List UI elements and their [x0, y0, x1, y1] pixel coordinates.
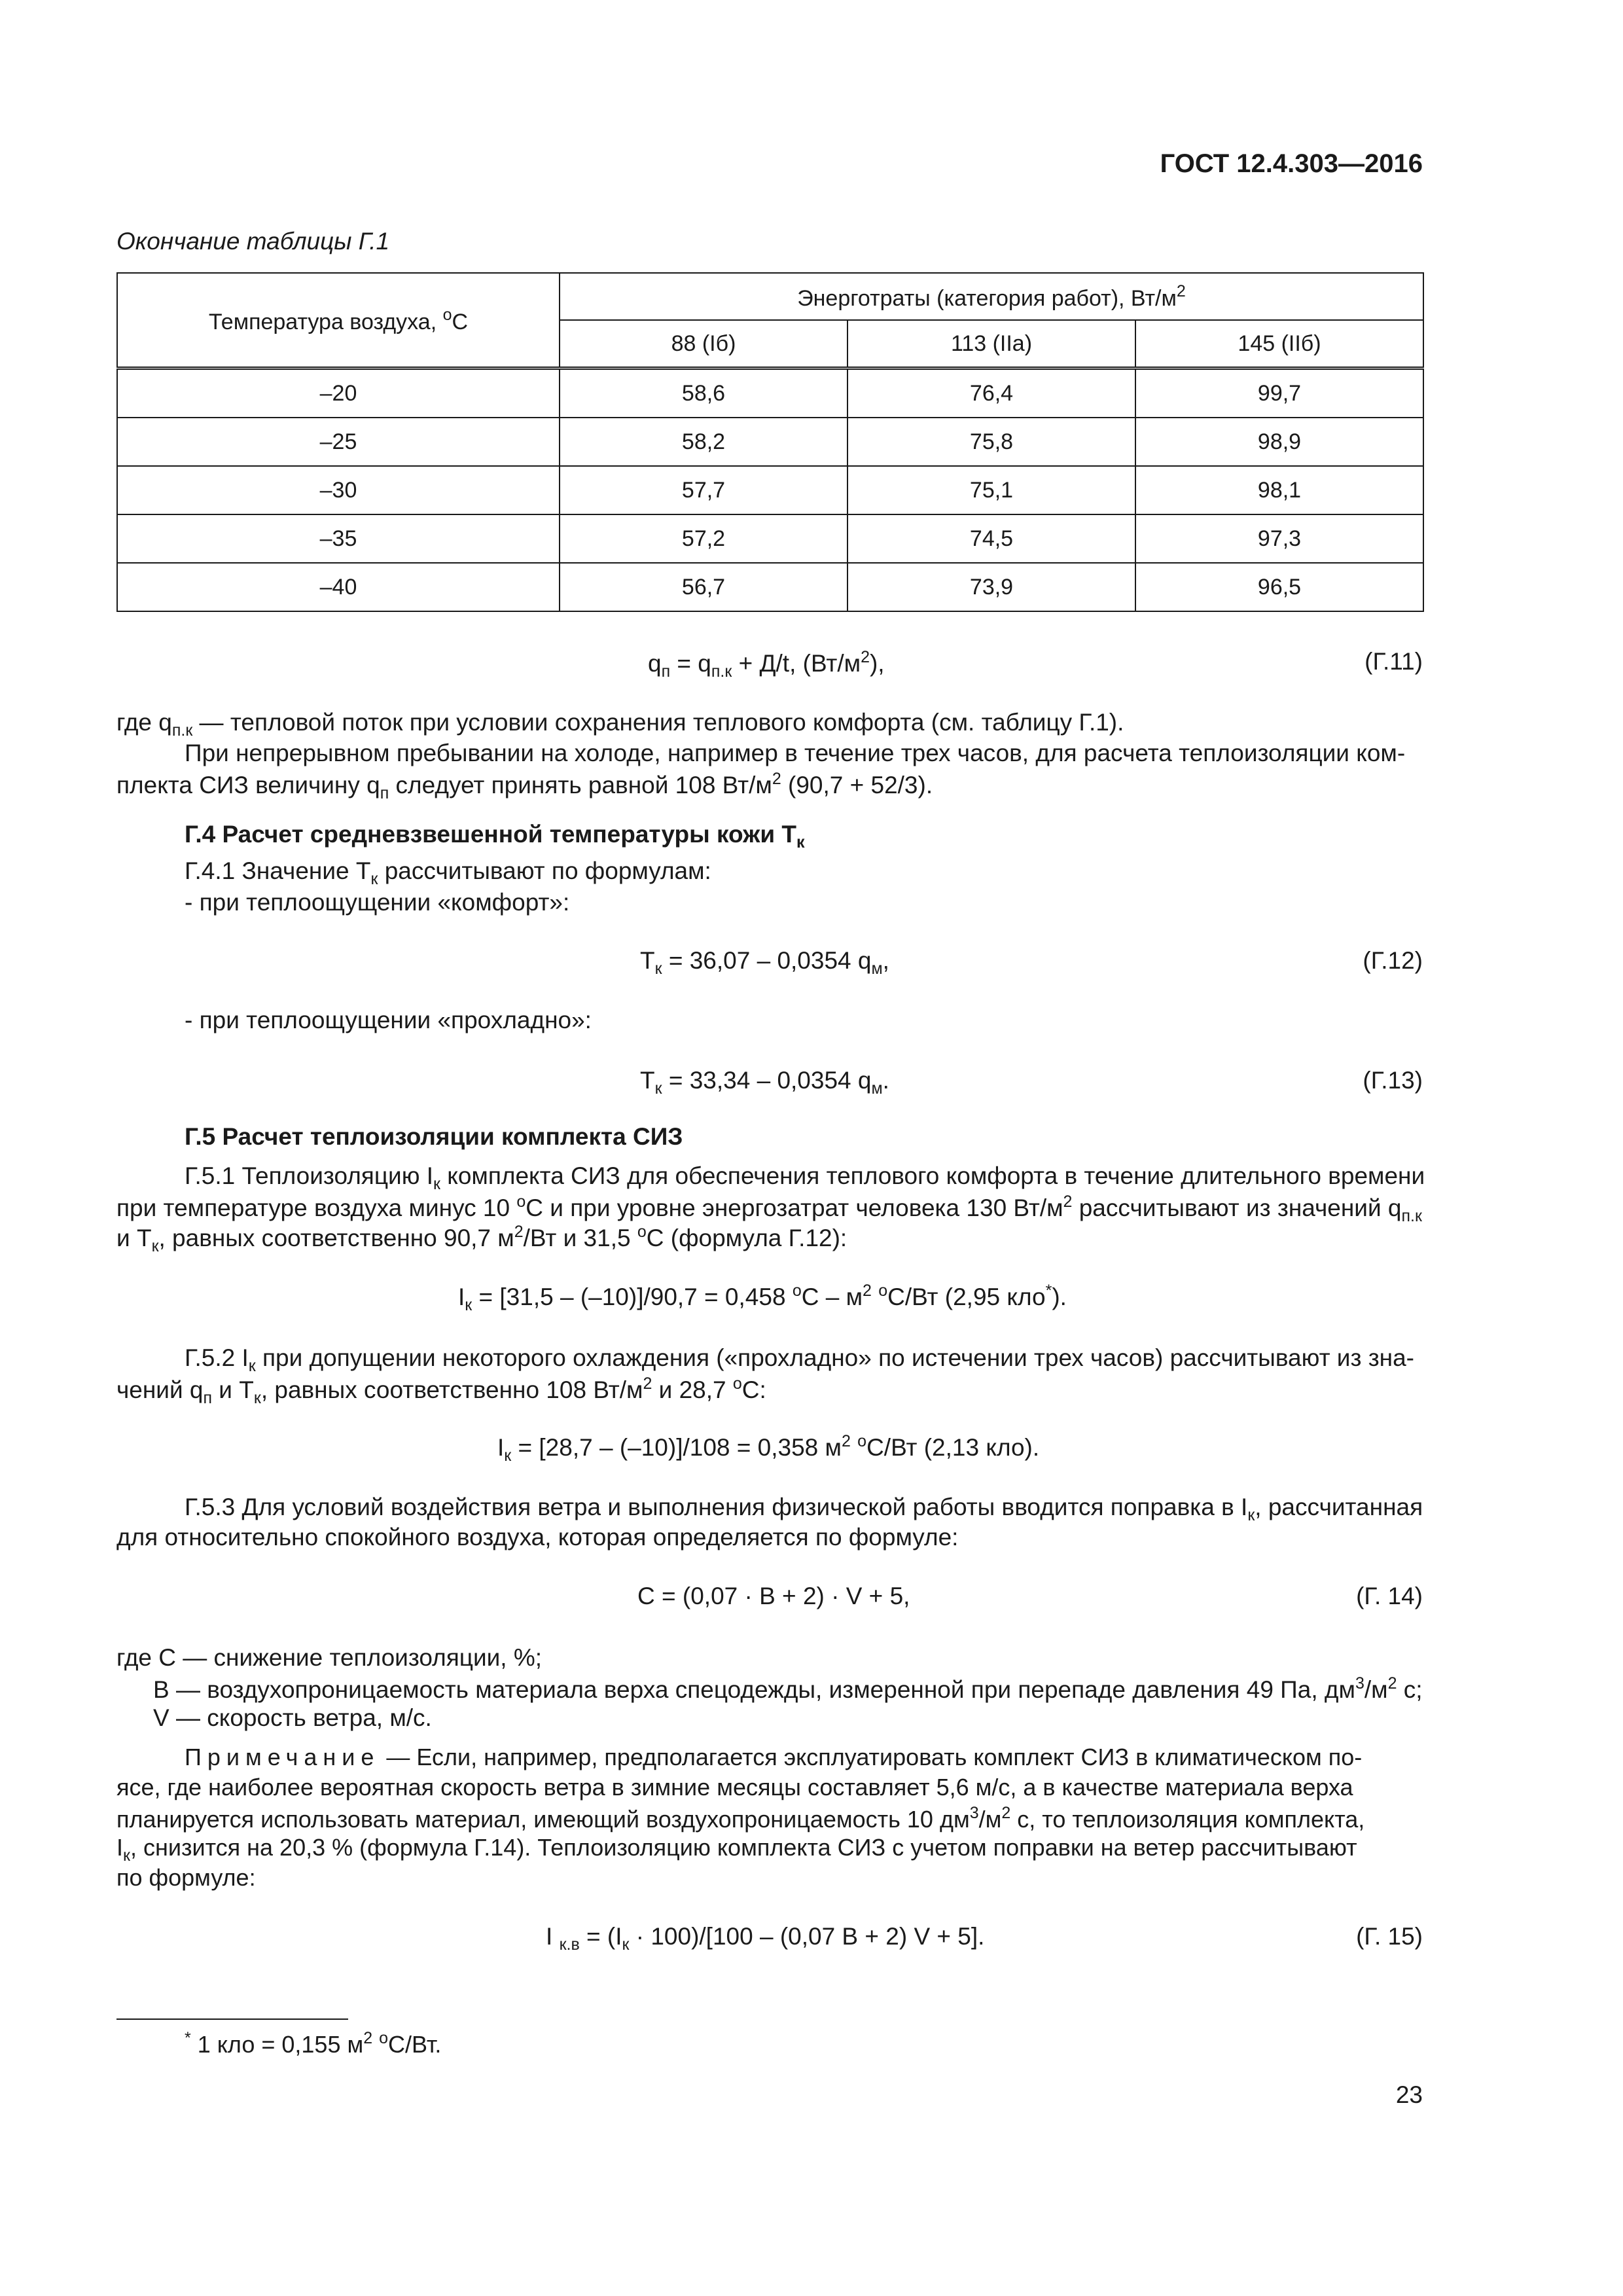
note-line1: Примечание — Если, например, предполагается эксплуатировать комплект СИЗ в климатическом по- [185, 1744, 1363, 1770]
formula-number-g13: (Г.13) [1363, 1067, 1423, 1094]
temperature-energy-table [116, 272, 1424, 612]
subheader-113: 113 (IIа) [847, 320, 1135, 368]
formula-number-g12: (Г.12) [1363, 947, 1423, 974]
g53-line1: Г.5.3 Для условий воздействия ветра и выполнения физической работы вводится поправка в $I_к$, рассчитанная [185, 1494, 1423, 1524]
formula-number-g15: (Г. 15) [1356, 1923, 1423, 1950]
g53-line2: для относительно спокойного воздуха, которая определяется по формуле: [116, 1524, 959, 1551]
g41-paragraph: Г.4.1 Значение $Т_к$ рассчитывают по формулам: [185, 857, 711, 888]
formula-ik-comfort: $I_к = [31,5 - (-10)]/90,7 = 0,458$ $^оС - м^2$ $^о$С/Вт (2,95 кло*). [458, 1282, 1067, 1314]
g51-line1: Г.5.1 Теплоизоляцию $I_к$ комплекта СИЗ для обеспечения теплового комфорта в течение длительного времени [185, 1162, 1425, 1193]
subheader-145: 145 (IIб) [1135, 320, 1423, 368]
item-cool: - при теплоощущении «прохладно»: [185, 1007, 592, 1033]
table-cell: 57,7 [560, 466, 847, 514]
note-line3: планируется использовать материал, имеющий воздухопроницаемость 10 $дм^3/м^2$ с, то теплоизоляция комплекта, [116, 1804, 1365, 1833]
formula-g12: $Т_к = 36,07 - 0,0354$ $q_м$, [640, 947, 889, 978]
continuous-stay-line1: При непрерывном пребывании на холоде, например в течение трех часов, для расчета теплоизоляции ком- [185, 740, 1406, 766]
where-v: V — скорость ветра, м/с. [153, 1704, 432, 1731]
table-cell: 75,1 [847, 466, 1135, 514]
continuous-stay-line2: плекта СИЗ величину $q_п$ следует принять равной 108 $Вт/м^2$ (90,7 + 52/3). [116, 770, 933, 802]
section-g5-heading: Г.5 Расчет теплоизоляции комплекта СИЗ [185, 1123, 683, 1150]
table-cell: –30 [117, 466, 560, 514]
table-row [117, 563, 1423, 611]
table-cell: 75,8 [847, 418, 1135, 466]
table-cell: 58,6 [560, 368, 847, 418]
footnote: * 1 кло = 0,155 $м^2$ $^о$С/Вт. [185, 2029, 442, 2058]
page-number: 23 [1395, 2081, 1423, 2108]
table-row [117, 514, 1423, 563]
table-cell: 97,3 [1135, 514, 1423, 563]
formula-g15: I $_{к.в} = (I_к \cdot 100)/[100 - (0,07$ В + 2) V + 5]. [546, 1923, 985, 1954]
formula-g13: $Т_к = 33,34 - 0,0354$ $q_м$. [640, 1067, 889, 1098]
table-cell: –35 [117, 514, 560, 563]
formula-number-g14: (Г. 14) [1356, 1583, 1423, 1609]
table-row [117, 368, 1423, 418]
table-cell: –25 [117, 418, 560, 466]
table-cell: 56,7 [560, 563, 847, 611]
table-cell: 98,9 [1135, 418, 1423, 466]
formula-number-g11: (Г.11) [1364, 648, 1423, 675]
g51-line3: и $Т_к$, равных соответственно 90,7 $м^2/Вт$ и 31,5 $^о$С (формула Г.12): [116, 1223, 847, 1255]
formula-g14: С = (0,07 · В + 2) · V + 5, [637, 1583, 910, 1609]
item-comfort: - при теплоощущении «комфорт»: [185, 889, 570, 916]
table-cell: 98,1 [1135, 466, 1423, 514]
table-cell: 74,5 [847, 514, 1135, 563]
table-row [117, 466, 1423, 514]
header-air-temperature: Температура воздуха, $^o$С [117, 273, 560, 368]
section-g4-heading: Г.4 Расчет средневзвешенной температуры кожи $Т_к$ [185, 821, 805, 852]
g52-line1: Г.5.2 $I_к$ при допущении некоторого охлаждения («прохладно» по истечении трех часов) рассчитывают из зна- [185, 1344, 1415, 1375]
subheader-88: 88 (Iб) [560, 320, 847, 368]
note-line2: ясе, где наиболее вероятная скорость ветра в зимние месяцы составляет 5,6 м/с, а в качестве материала верха [116, 1774, 1353, 1801]
formula-ik-cool: $I_к = [28,7 - (-10)]/108 = 0,358$ $м^2$ $^о$С/Вт (2,13 кло). [497, 1432, 1040, 1465]
header-energy-expenditure: Энерготраты (категория работ), $Вт/м^2$ [560, 273, 1423, 320]
table-row [117, 418, 1423, 466]
table-cell: –40 [117, 563, 560, 611]
table-cell: –20 [117, 368, 560, 418]
note-line4: $I_к$, снизится на 20,3 % (формула Г.14). Теплоизоляцию комплекта СИЗ с учетом поправки на ветер рассчитывают [116, 1834, 1357, 1865]
g52-line2: чений $q_п$ и $Т_к$, равных соответственно 108 $Вт/м^2$ и 28,7 $^о$С: [116, 1374, 766, 1407]
table-cell: 73,9 [847, 563, 1135, 611]
where-c: где С — снижение теплоизоляции, %; [116, 1644, 543, 1671]
footnote-divider [116, 2018, 348, 2020]
table-cell: 57,2 [560, 514, 847, 563]
note-line5: по формуле: [116, 1864, 256, 1891]
table-cell: 96,5 [1135, 563, 1423, 611]
standard-designation: ГОСТ 12.4.303—2016 [1160, 149, 1423, 178]
table-cell: 76,4 [847, 368, 1135, 418]
table-caption: Окончание таблицы Г.1 [116, 228, 390, 255]
where-b: В — воздухопроницаемость материала верха спецодежды, измеренной при перепаде давления 49 Па, $дм^3/м^2$ с; [153, 1674, 1423, 1703]
g51-line2: при температуре воздуха минус 10 $^о$С и при уровне энергозатрат человека 130 $Вт/м^2$ рассчитывают из значений $q_{п.к}$ [116, 1193, 1422, 1225]
table-cell: 99,7 [1135, 368, 1423, 418]
formula-g11: $q_п = q_{п.к} + Д/t$, $(Вт/м^2)$, [648, 648, 885, 681]
where-paragraph: где $q_{п.к}$ — тепловой поток при условии сохранения теплового комфорта (см. таблицу Г.1). [116, 709, 1124, 740]
table-cell: 58,2 [560, 418, 847, 466]
